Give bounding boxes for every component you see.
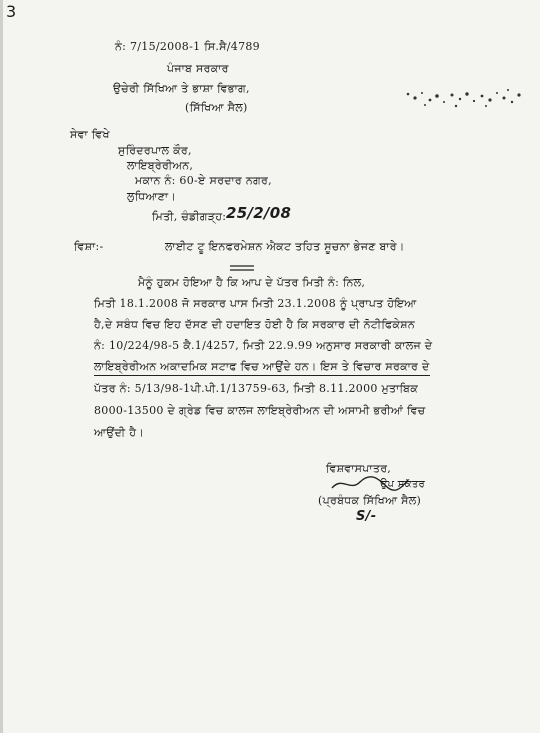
reference-number: ਨੰ: 7/15/2008-1 ਸਿ.ਸੈ/4789 — [115, 40, 260, 53]
gov-line-3: (ਸਿੱਖਿਆ ਸੈਲ) — [185, 101, 248, 114]
addressee-city: ਲੁਧਿਆਣਾ। — [127, 190, 177, 203]
signature-line-2: ਉਪ ਸਕੱਤਰ — [380, 479, 426, 490]
body-line-1: ਮੈਨੂੰ ਹੁਕਮ ਹੋਇਆ ਹੈ ਕਿ ਆਪ ਦੇ ਪੱਤਰ ਮਿਤੀ ਨੰ: ਨਿਲ, — [138, 276, 366, 289]
subject-label: ਵਿਸ਼ਾ:- — [74, 240, 104, 253]
addressee-name: ਸੁਰਿੰਦਰਪਾਲ ਕੌਰ, — [118, 144, 192, 157]
addressee-label: ਸੇਵਾ ਵਿਖੇ — [70, 128, 110, 141]
body-line-5: ਲਾਇਬ੍ਰੇਰੀਅਨ ਅਕਾਦਮਿਕ ਸਟਾਫ ਵਿਚ ਆਉਂਦੇ ਹਨ। ਇਸ ਤੇ ਵਿਚਾਰ ਸਰਕਾਰ ਦੇ — [94, 360, 430, 376]
handwritten-date: 25/2/08 — [226, 204, 292, 222]
subject-text: ਲਾਈਟ ਟੂ ਇਨਫਰਮੇਸ਼ਨ ਐਕਟ ਤਹਿਤ ਸੂਚਨਾ ਭੇਜਣ ਬਾਰੇ। — [165, 240, 405, 253]
body-line-2: ਮਿਤੀ 18.1.2008 ਜੋ ਸਰਕਾਰ ਪਾਸ ਮਿਤੀ 23.1.2008 ਨੂੰ ਪ੍ਰਾਪਤ ਹੋਇਆ — [94, 297, 417, 310]
scan-edge — [0, 0, 3, 733]
addressee-designation: ਲਾਇਬ੍ਰੇਰੀਅਨ, — [127, 159, 194, 172]
subject-divider — [230, 264, 254, 272]
scan-noise — [400, 84, 530, 114]
place-date-label: ਮਿਤੀ, ਚੰਡੀਗੜ੍ਹ: — [152, 210, 227, 223]
gov-line-2: ਉਚੇਰੀ ਸਿੱਖਿਆ ਤੇ ਭਾਸ਼ਾ ਵਿਭਾਗ, — [113, 82, 250, 95]
signature-mark: S/- — [356, 509, 377, 524]
signature-line-1: ਵਿਸ਼ਵਾਸਪਾਤਰ, — [326, 462, 392, 475]
body-line-8: ਆਉਂਦੀ ਹੈ। — [94, 426, 144, 439]
body-line-7: 8000-13500 ਦੇ ਗ੍ਰੇਡ ਵਿਚ ਕਾਲਜ ਲਾਇਬ੍ਰੇਰੀਅਨ ਦੀ ਅਸਾਮੀ ਭਰੀਆਂ ਵਿਚ — [94, 404, 426, 417]
body-line-4: ਨੰ: 10/224/98-5 ਕੈ.1/4257, ਮਿਤੀ 22.9.99 ਅਨੁਸਾਰ ਸਰਕਾਰੀ ਕਾਲਜ ਦੇ — [94, 339, 433, 352]
addressee-house: ਮਕਾਨ ਨੰ: 60-ਏ ਸਰਦਾਰ ਨਗਰ, — [135, 174, 272, 187]
body-line-6: ਪੱਤਰ ਨੰ: 5/13/98-1ਪੀ.ਪੀ.1/13759-63, ਮਿਤੀ 8.11.2000 ਮੁਤਾਬਿਕ — [94, 382, 418, 395]
margin-mark: 3 — [6, 2, 17, 21]
signature-line-3: (ਪ੍ਰਬੰਧਕ ਸਿੱਖਿਆ ਸੈਲ) — [318, 494, 422, 507]
body-line-3: ਹੈ,ਦੇ ਸਬੰਧ ਵਿਚ ਇਹ ਦੱਸਣ ਦੀ ਹਦਾਇਤ ਹੋਈ ਹੈ ਕਿ ਸਰਕਾਰ ਦੀ ਨੋਟੀਫਿਕੇਸ਼ਨ — [94, 318, 416, 331]
gov-line-1: ਪੰਜਾਬ ਸਰਕਾਰ — [167, 62, 229, 75]
